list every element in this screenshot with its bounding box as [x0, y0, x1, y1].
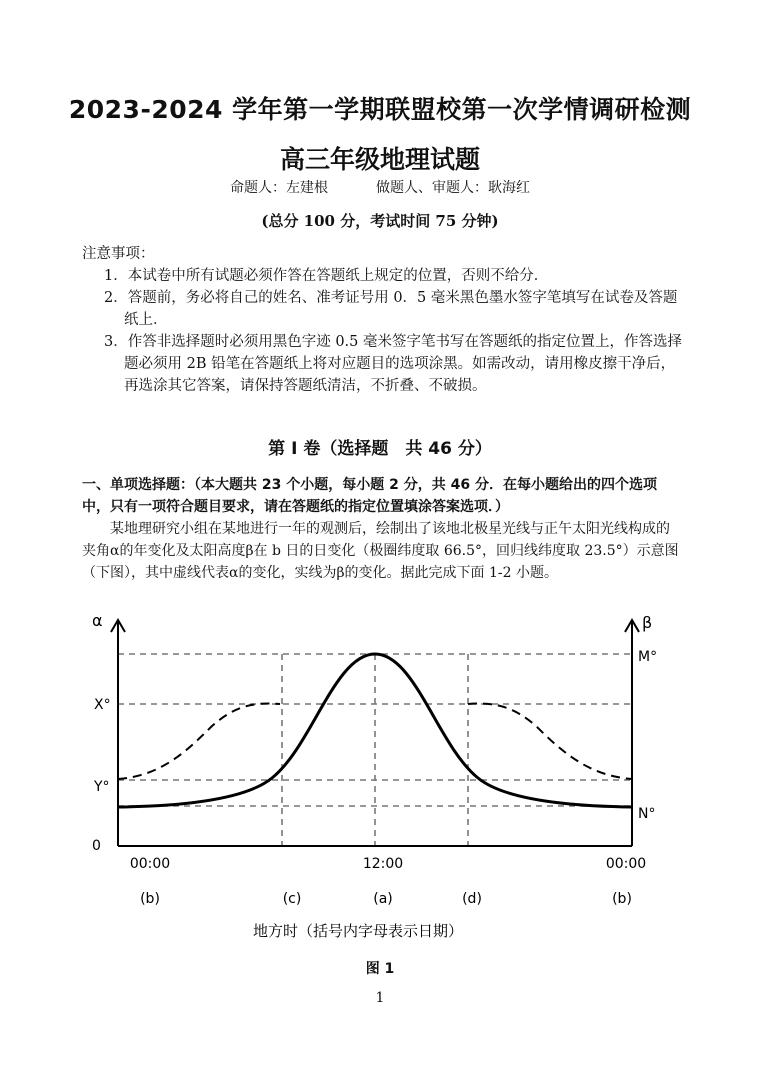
grid-lines — [118, 654, 632, 846]
left-axis-title: α — [92, 611, 103, 630]
question-intro: 某地理研究小组在某地进行一年的观测后，绘制出了该地北极星光线与正午太阳光线构成的夹角α的年变化及太阳高度β在 b 日的日变化（极圈纬度取 66.5°，回归线纬度取 23.5°）示意图（下图），其中虚线代表α的变化，实线为β的变化。据此完成下面 1-2 小题。 — [82, 521, 679, 581]
page-number: 1 — [375, 990, 385, 1006]
date-tick: (a) — [373, 891, 393, 907]
authors-line — [0, 177, 760, 197]
figure-1-svg — [0, 608, 760, 948]
note-item: 1．本试卷中所有试题必须作答在答题纸上规定的位置，否则不给分． — [104, 268, 549, 284]
notes-block — [82, 243, 682, 397]
time-tick: 00:00 — [605, 856, 647, 872]
right-tick-m: M° — [638, 649, 658, 665]
date-tick: (c) — [282, 891, 302, 907]
date-tick: (b) — [612, 891, 632, 907]
note-item: 3．作答非选择题时必须用黑色字迹 0.5 毫米签字笔书写在答题纸的指定位置上，作答选择题必须用 2B 铅笔在答题纸上将对应题目的选项涂黑。如需改动，请用橡皮擦干净后，再选涂其它答案，请保持答题纸清洁，不折叠、不破损。 — [104, 334, 682, 394]
date-tick: (d) — [462, 891, 482, 907]
exam-subtitle: 高三年级地理试题 — [279, 145, 480, 174]
right-tick-n: N° — [638, 806, 656, 822]
notes-heading: 注意事项： — [82, 246, 155, 262]
left-tick-x: X° — [94, 697, 111, 713]
reviewer-names: 做题人、审题人：耿海红 — [376, 180, 530, 196]
origin-label: 0 — [92, 838, 101, 854]
time-tick: 00:00 — [129, 856, 171, 872]
left-tick-y: Y° — [94, 779, 110, 795]
exam-meta: (总分 100 分，考试时间 75 分钟) — [261, 212, 499, 230]
figure-1 — [0, 608, 760, 948]
date-tick: (b) — [140, 891, 160, 907]
note-item: 2．答题前，务必将自己的姓名、准考证号用 0．5 毫米黑色墨水签字笔填写在试卷及答题纸上． — [104, 290, 678, 328]
figure-label: 图 1 — [365, 961, 395, 977]
setter-name: 命题人：左建根 — [230, 180, 328, 196]
x-axis-caption: 地方时（括号内字母表示日期） — [252, 922, 464, 940]
section-title: 第 I 卷（选择题 共 46 分） — [268, 439, 492, 459]
question-section-heading: 一、单项选择题：（本大题共 23 个小题，每小题 2 分，共 46 分．在每小题给出的四个选项中，只有一项符合题目要求，请在答题纸的指定位置填涂答案选项．） — [82, 477, 657, 515]
exam-title: 2023-2024 学年第一学期联盟校第一次学情调研检测 — [68, 95, 692, 124]
right-axis-title: β — [642, 613, 653, 632]
time-tick: 12:00 — [362, 856, 404, 872]
